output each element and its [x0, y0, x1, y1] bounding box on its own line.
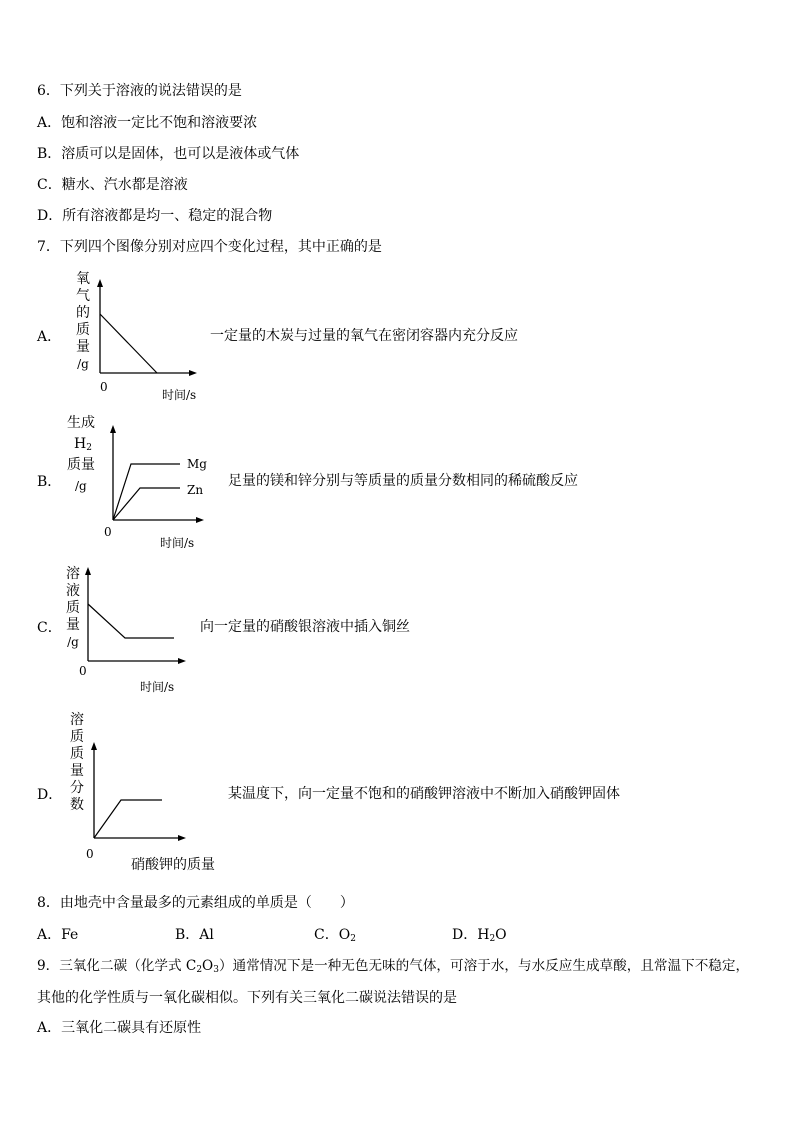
- ylabel-char: 质: [66, 600, 80, 616]
- q8-option-d: [452, 926, 507, 944]
- q6-stem: 6．下列关于溶液的说法错误的是: [37, 83, 242, 99]
- q9-sub2: 3: [213, 965, 219, 975]
- graph-b-zn-line: [113, 488, 180, 520]
- q9-text-a: 9．三氧化二碳（化学式 C: [37, 958, 197, 974]
- ylabel-char: 溶: [66, 566, 80, 582]
- q7-b-ylabel-3: 质量: [67, 457, 95, 473]
- q8-d-text: D．H: [452, 927, 490, 943]
- q7-b-mg-label: Mg: [187, 457, 207, 471]
- q7-d-desc: 某温度下，向一定量不饱和的硝酸钾溶液中不断加入硝酸钾固体: [228, 786, 620, 802]
- ylabel-char: 质: [70, 729, 84, 745]
- graph-c: [85, 567, 186, 664]
- q9-option-a: A．三氧化二碳具有还原性: [37, 1020, 202, 1036]
- q7-d-letter: D．: [37, 787, 63, 803]
- graph-a-line: [100, 314, 157, 373]
- q7-stem: 7．下列四个图像分别对应四个变化过程，其中正确的是: [37, 239, 382, 255]
- q9-text-c: ）通常情况下是一种无色无味的气体，可溶于水，与水反应生成草酸，且常温下不稳定，: [218, 958, 750, 974]
- q9-stem-line1: [37, 957, 749, 975]
- q7-c-ylabel: [65, 566, 81, 651]
- q6-option-c: C．糖水、汽水都是溶液: [37, 177, 188, 193]
- q7-c-origin: 0: [79, 664, 87, 678]
- ylabel-char: 分: [70, 780, 84, 796]
- ylabel-char: 数: [70, 797, 84, 813]
- q7-d-xlabel: 硝酸钾的质量: [131, 857, 215, 873]
- ylabel-char: 量: [70, 763, 84, 779]
- ylabel-h: H: [74, 436, 87, 452]
- q7-c-xlabel: 时间/s: [140, 680, 175, 694]
- q6-option-d: D．所有溶液都是均一、稳定的混合物: [37, 208, 273, 224]
- q7-c-letter: C．: [37, 620, 62, 636]
- q7-c-desc: 向一定量的硝酸银溶液中插入铜丝: [200, 619, 410, 635]
- ylabel-char: /g: [77, 357, 89, 371]
- q8-c-text: C．O: [314, 927, 351, 943]
- ylabel-char: 气: [76, 288, 90, 304]
- q7-b-ylabel-1: 生成: [67, 415, 95, 431]
- q9-sub1: 2: [196, 965, 203, 975]
- q7-b-ylabel-4: /g: [75, 479, 87, 493]
- q7-a-letter: A．: [37, 329, 62, 345]
- q7-a-xlabel: 时间/s: [162, 388, 197, 402]
- ylabel-char: 的: [76, 305, 90, 321]
- q9-stem-line2: 其他的化学性质与一氧化碳相似。下列有关三氧化二碳说法错误的是: [37, 990, 457, 1006]
- ylabel-h-sub: 2: [86, 443, 92, 453]
- q6-option-a: A．饱和溶液一定比不饱和溶液要浓: [37, 115, 258, 131]
- q7-b-ylabel-2: [74, 436, 92, 452]
- ylabel-char: 量: [76, 339, 90, 355]
- graph-a: [97, 279, 197, 376]
- graph-b-mg-line: [113, 464, 180, 520]
- q8-option-a: A．Fe: [37, 927, 79, 943]
- q7-b-zn-label: Zn: [187, 483, 204, 497]
- q7-a-desc: 一定量的木炭与过量的氧气在密闭容器内充分反应: [210, 328, 518, 344]
- q7-d-ylabel: [69, 712, 85, 814]
- q7-d-origin: 0: [86, 847, 94, 861]
- q7-b-desc: 足量的镁和锌分别与等质量的质量分数相同的稀硫酸反应: [228, 473, 578, 489]
- q7-a-origin: 0: [100, 380, 108, 394]
- ylabel-char: 氧: [76, 271, 90, 287]
- q9-text-b: O: [202, 958, 214, 974]
- ylabel-char: /g: [67, 635, 79, 649]
- q7-b-letter: B．: [37, 474, 62, 490]
- q7-b-xlabel: 时间/s: [160, 536, 195, 550]
- ylabel-char: 量: [66, 617, 80, 633]
- q8-option-b: B．Al: [175, 927, 214, 943]
- q8-c-sub: 2: [350, 934, 356, 944]
- q7-a-ylabel: [75, 271, 91, 373]
- q6-option-b: B．溶质可以是固体，也可以是液体或气体: [37, 146, 300, 162]
- graph-d: [91, 742, 186, 841]
- ylabel-char: 溶: [70, 712, 84, 728]
- q8-stem: 8．由地壳中含量最多的元素组成的单质是（ ）: [37, 895, 354, 911]
- q8-d-sub: 2: [489, 934, 496, 944]
- graph-c-line: [88, 604, 174, 638]
- graph-b: [110, 425, 204, 523]
- ylabel-char: 质: [76, 322, 90, 338]
- ylabel-char: 质: [70, 746, 84, 762]
- q8-option-c: [314, 926, 356, 944]
- q7-b-origin: 0: [104, 525, 112, 539]
- q8-d-suffix: O: [495, 927, 507, 943]
- ylabel-char: 液: [66, 583, 80, 599]
- graph-d-line: [94, 800, 162, 838]
